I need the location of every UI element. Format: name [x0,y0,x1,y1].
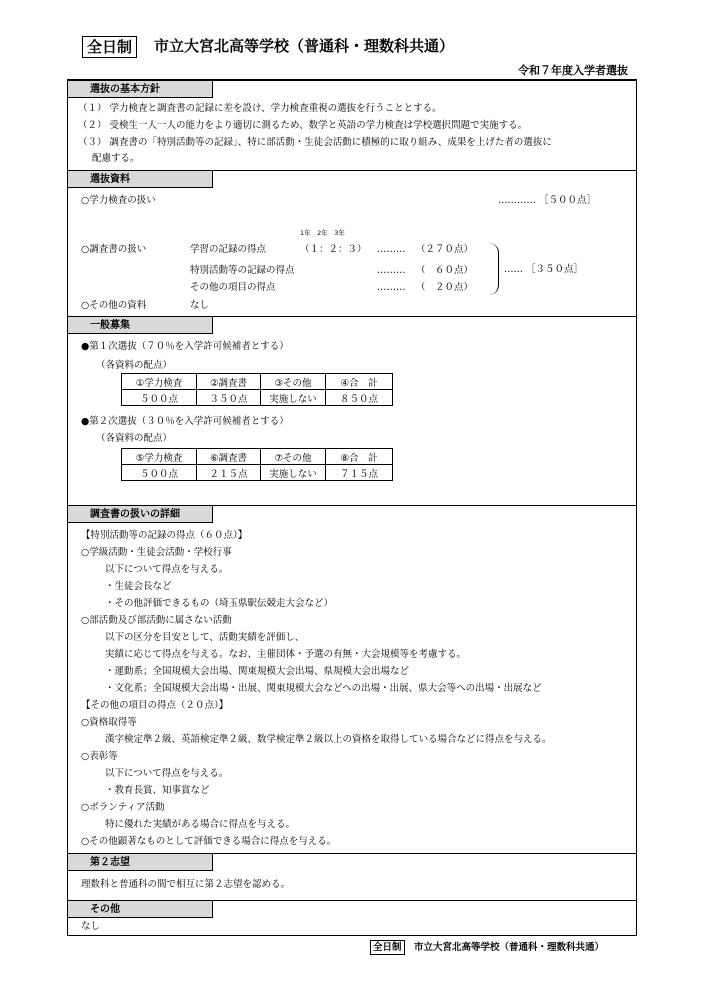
table-cell: ７１５点 [326,465,393,481]
detail-line: ・運動系；全国規模大会出場、関東規模大会出場、県規模大会出場など [105,666,410,677]
policy-line: 配慮する。 [92,153,140,164]
page-subtitle: 令和７年度入学者選抜 [518,64,628,77]
detail-line: ○部活動及び部活動に属さない活動 [81,615,232,626]
table-header-row [122,449,393,465]
detail-line: ○学級活動・生徒会活動・学校行事 [81,547,232,558]
footer-title: 市立大宮北高等学校（普通科・理数科共通） [414,942,605,953]
detail-line: 特に優れた実績がある場合に得点を与える。 [105,819,296,830]
table-cell: ５００点 [122,390,197,406]
first-points-table [121,373,393,406]
section-heading: 選抜の基本方針 [68,81,213,98]
report-row-ratio: （１：２：３） [300,244,367,255]
detail-line: ・生徒会長など [105,581,172,592]
detail-line: 【特別活動等の記録の得点（６０点）】 [81,530,248,541]
table-cell: ３５０点 [197,390,261,406]
page-title: 市立大宮北高等学校（普通科・理数科共通） [154,37,455,55]
policy-line: （２） 受検生一人一人の能力をより適切に測るため、数学と英語の学力検査は学校選択問題で実施する。 [78,120,528,131]
section-heading: 第２志望 [68,854,213,871]
brace-icon [488,243,499,295]
table-cell: 実施しない [261,465,326,481]
table-header-cell: ①学力検査 [122,374,197,390]
detail-line: 以下について得点を与える。 [105,768,229,779]
detail-line: ・文化系；全国規模大会出場・出展、関東規模大会などへの出場・出展、県大会等への出場・出展など [105,683,542,694]
report-total: …… ［３５０点］ [504,264,584,275]
detail-line: 以下の区分を目安として、活動実績を評価し、 [105,632,305,643]
report-label: ○調査書の扱い [81,244,147,255]
second-selection-title: ●第２次選抜（３０％を入学許可候補者とする） [81,416,289,427]
report-row-dots: ……… [377,282,406,293]
table-header-cell: ⑥調査書 [197,449,261,465]
general-section [68,316,636,331]
other-value: なし [190,300,210,311]
table-cell: ５００点 [122,465,197,481]
report-row-points: （ ６０点） [416,265,474,276]
section-heading: その他 [68,901,213,918]
selection-frame [67,79,637,936]
detail-line: 以下について得点を与える。 [105,564,229,575]
second-choice-section [68,853,636,868]
others-text: なし [81,921,101,932]
table-cell: ８５０点 [326,390,393,406]
table-cell: 実施しない [261,390,326,406]
table-header-cell: ⑤学力検査 [122,449,197,465]
ratio-header: 1年 2年 3年 [300,229,345,237]
detail-line: 漢字検定準２級、英語検定準２級、数学検定準２級以上の資格を取得している場合などに得点を与える。 [105,734,552,745]
footer-badge: 全日制 [370,940,405,955]
detail-line: ○ボランティア活動 [81,802,165,813]
first-selection-title: ●第１次選抜（７０％を入学許可候補者とする） [81,341,289,352]
table-row [122,465,393,481]
first-selection-sub: （各資料の配点） [96,360,173,371]
second-selection-sub: （各資料の配点） [96,433,173,444]
section-heading: 調査書の扱いの詳細 [68,506,213,523]
report-row-label: 特別活動等の記録の得点 [190,265,295,276]
table-header-cell: ⑦その他 [261,449,326,465]
policy-line: （１） 学力検査と調査書の記録に差を設け、学力検査重視の選抜を行うこととする。 [78,103,442,114]
table-header-cell: ②調査書 [197,374,261,390]
report-row-dots: ……… [377,244,406,255]
detail-line: ・その他評価できるもの（埼玉県駅伝競走大会など） [105,598,334,609]
second-points-table [121,448,393,481]
others-section [68,900,636,915]
table-header-row [122,374,393,390]
detail-line: 実績に応じて得点を与える。なお、主催団体・予選の有無・大会規模等を考慮する。 [105,649,467,660]
detail-line: 【その他の項目の得点（２０点）】 [81,700,229,711]
details-section [68,505,636,520]
table-header-cell: ⑧合 計 [326,449,393,465]
section-heading: 一般募集 [68,317,213,334]
policy-line: （３） 調査書の「特別活動等の記録」、特に部活動・生徒会活動に積極的に取り組み、成果を上げた者の選抜に [78,137,552,148]
detail-line: ・教育長賞、知事賞など [105,785,210,796]
section-heading: 選抜資料 [68,171,213,188]
header-badge: 全日制 [82,36,137,58]
detail-line: ○その他顕著なものとして評価できる場合に得点を与える。 [81,836,337,847]
table-cell: ２１５点 [197,465,261,481]
report-row-points: （ ２０点） [416,282,474,293]
report-row-label: 学習の記録の得点 [190,244,267,255]
report-row-label: その他の項目の得点 [190,282,276,293]
report-row-points: （２７０点） [416,244,474,255]
exam-label: ○学力検査の扱い [81,195,156,206]
exam-points: ………… ［５００点］ [498,195,597,206]
table-header-cell: ④合 計 [326,374,393,390]
policy-section [68,80,636,95]
second-choice-text: 理数科と普通科の間で相互に第２志望を認める。 [81,879,291,890]
detail-line: ○表彰等 [81,751,118,762]
detail-line: ○資格取得等 [81,717,137,728]
table-header-cell: ③その他 [261,374,326,390]
materials-section [68,170,636,185]
table-row [122,390,393,406]
other-label: ○その他の資料 [81,300,147,311]
report-row-dots: ……… [377,265,406,276]
